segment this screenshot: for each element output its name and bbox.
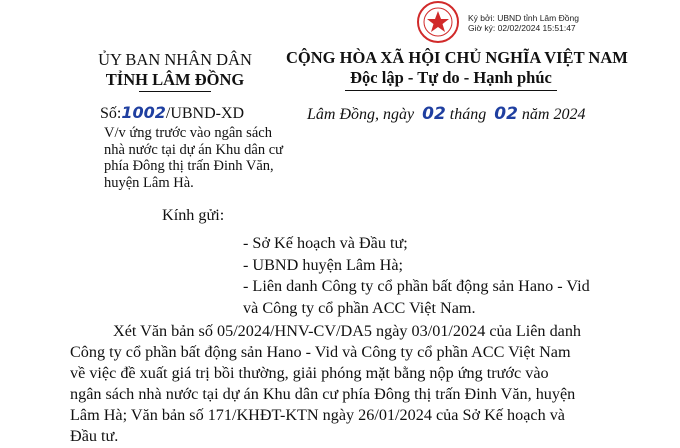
nation-title: CỘNG HÒA XÃ HỘI CHỦ NGHĨA VIỆT NAM — [286, 48, 628, 67]
body-line: Lâm Hà; Văn bản số 171/KHĐT-KTN ngày 26/01/2024 của Sở Kế hoạch và — [70, 406, 565, 424]
recipient-item: - Liên danh Công ty cổ phần bất động sản Hano - Vid — [243, 277, 590, 295]
date-suffix: năm 2024 — [521, 106, 586, 123]
seal-icon — [416, 0, 460, 44]
recipients-list — [243, 233, 590, 319]
body-line: Xét Văn bản số 05/2024/HNV-CV/DA5 ngày 03/01/2024 của Liên danh — [113, 322, 582, 340]
doc-no-handwritten: 1002 — [121, 103, 166, 122]
body-line: về việc đề xuất giá trị bồi thường, giải phóng mặt bằng nộp ứng trước vào — [70, 364, 549, 382]
motto: Độc lập - Tự do - Hạnh phúc — [350, 68, 552, 87]
date-prefix: Lâm Đồng, ngày — [307, 106, 415, 123]
subject-line: nhà nước tại dự án Khu dân cư — [104, 141, 284, 158]
signature-time: Giờ ký: 02/02/2024 15:51:47 — [468, 23, 576, 33]
subject — [104, 125, 283, 191]
recipient-item: - Sở Kế hoạch và Đầu tư; — [243, 234, 408, 252]
month-handwritten: 02 — [494, 104, 518, 124]
body-line: Đầu tư. — [70, 427, 119, 445]
issue-date — [307, 104, 585, 124]
doc-no-prefix: Số: — [100, 105, 122, 122]
doc-no-suffix: /UBND-XD — [165, 105, 245, 122]
date-mid: tháng — [449, 106, 487, 123]
recipient-item: - UBND huyện Lâm Hà; — [243, 255, 404, 274]
org-name: ỦY BAN NHÂN DÂN — [98, 50, 252, 69]
org-province: TỈNH LÂM ĐỒNG — [105, 70, 245, 89]
body-line: Công ty cổ phần bất động sản Hano - Vid và Công ty cổ phần ACC Việt Nam — [70, 343, 571, 361]
day-handwritten: 02 — [422, 104, 446, 124]
signature-signer: Ký bởi: UBND tỉnh Lâm Đồng — [468, 13, 579, 23]
subject-line: phía Đông thị trấn Đinh Văn, — [104, 158, 274, 174]
header-underline-right — [345, 90, 557, 91]
recipient-item: và Công ty cổ phần ACC Việt Nam. — [243, 298, 476, 317]
subject-line: huyện Lâm Hà. — [104, 174, 194, 191]
recipients-heading: Kính gửi: — [162, 206, 225, 224]
subject-line: V/v ứng trước vào ngân sách — [104, 125, 272, 141]
header-underline-left — [139, 91, 211, 92]
body-line: ngân sách nhà nước tại dự án Khu dân cư phía Đông thị trấn Đinh Văn, huyện — [70, 385, 576, 403]
document-number — [100, 103, 244, 123]
